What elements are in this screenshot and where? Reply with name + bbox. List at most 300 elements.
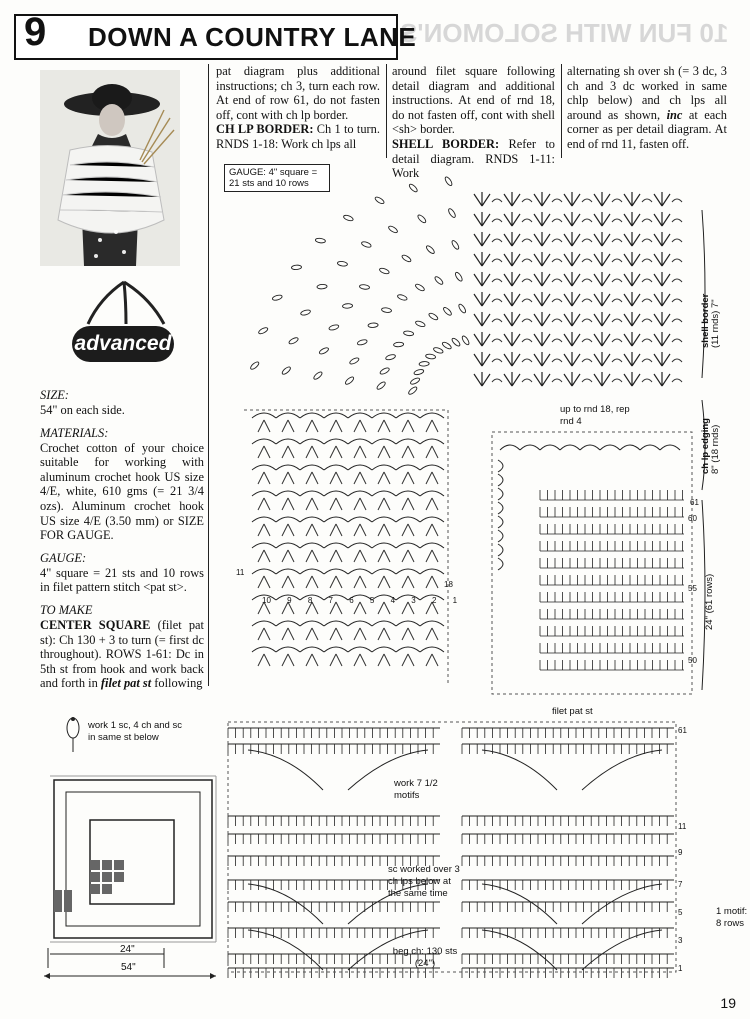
stitch-symbol xyxy=(258,420,270,432)
stitch-symbol xyxy=(522,319,532,322)
stitch-symbol xyxy=(306,524,318,536)
stitch-symbol xyxy=(612,199,622,202)
stitch-symbol xyxy=(552,259,562,262)
stitch-symbol xyxy=(420,517,444,522)
stitch-symbol xyxy=(300,413,324,418)
stitch-symbol xyxy=(357,339,368,346)
stitch-symbol xyxy=(504,352,520,366)
stitch-symbol xyxy=(534,212,550,226)
stitch-symbol xyxy=(252,569,276,574)
stitch-symbol xyxy=(582,279,592,282)
stitch-symbol xyxy=(522,279,532,282)
stitch-symbol xyxy=(624,312,640,326)
stitch-symbol xyxy=(282,654,294,666)
stitch-symbol xyxy=(672,279,682,282)
gauge-heading: GAUGE: xyxy=(40,550,87,565)
shell-border-sub: (11 rnds) 7" xyxy=(710,299,721,348)
stitch-symbol xyxy=(624,272,640,286)
stitch-symbol xyxy=(492,259,502,262)
stitch-symbol xyxy=(300,569,324,574)
low-row-7: 7 xyxy=(678,880,683,889)
page-title: DOWN A COUNTRY LANE xyxy=(88,22,417,52)
picot-symbol-icon xyxy=(64,714,82,759)
picot-note: work 1 sc, 4 ch and sc in same st below xyxy=(88,720,182,743)
stitch-symbol xyxy=(498,544,503,556)
stitch-symbol xyxy=(354,472,366,484)
stitch-symbol xyxy=(594,252,610,266)
stitch-symbol xyxy=(348,621,372,626)
stitch-symbol xyxy=(354,576,366,588)
stitch-symbol xyxy=(474,252,490,266)
stitch-symbol xyxy=(504,292,520,306)
stitch-symbol xyxy=(534,252,550,266)
stitch-symbol xyxy=(348,491,372,496)
stitch-symbol xyxy=(396,439,420,444)
stitch-symbol xyxy=(372,621,396,626)
stitch-symbol xyxy=(492,199,502,202)
stitch-symbol xyxy=(291,265,301,270)
stitch-symbol xyxy=(258,524,270,536)
stitch-symbol xyxy=(492,339,502,342)
stitch-symbol xyxy=(492,219,502,222)
stitch-symbol xyxy=(433,347,444,355)
stitch-symbol xyxy=(282,446,294,458)
stitch-symbol xyxy=(396,517,420,522)
stitch-symbol xyxy=(426,576,438,588)
stitch-symbol xyxy=(522,359,532,362)
stitch-symbol xyxy=(381,307,392,313)
stitch-symbol xyxy=(672,239,682,242)
stitch-symbol xyxy=(252,491,276,496)
stitch-symbol xyxy=(612,219,622,222)
ghost-header-bleed: 10 FUN WITH SOLOMON'S xyxy=(400,18,729,48)
stitch-symbol xyxy=(498,558,503,570)
stitch-symbol xyxy=(654,352,670,366)
stitch-symbol xyxy=(504,252,520,266)
stitch-symbol xyxy=(612,259,622,262)
stitch-symbol xyxy=(441,341,452,350)
stitch-symbol xyxy=(552,279,562,282)
stitch-symbol xyxy=(354,550,366,562)
stitch-symbol xyxy=(252,647,276,652)
stitch-symbol xyxy=(354,628,366,640)
stitch-symbol xyxy=(564,292,580,306)
stitch-symbol xyxy=(672,299,682,302)
stitch-symbol xyxy=(564,252,580,266)
stitch-symbol xyxy=(330,498,342,510)
pattern-info xyxy=(40,388,204,691)
stitch-symbol xyxy=(582,379,592,382)
stitch-symbol xyxy=(425,245,435,255)
stitch-symbol xyxy=(654,252,670,266)
stitch-symbol xyxy=(642,359,652,362)
stitch-symbol xyxy=(354,524,366,536)
stitch-symbol xyxy=(343,214,354,222)
stitch-symbol xyxy=(420,647,444,652)
stitch-symbol xyxy=(282,628,294,640)
stitch-symbol xyxy=(276,413,300,418)
stitch-symbol xyxy=(672,259,682,262)
stitch-symbol xyxy=(426,472,438,484)
stitch-symbol xyxy=(281,366,291,376)
stitch-symbol xyxy=(594,192,610,206)
stitch-symbol xyxy=(249,361,259,371)
stitch-symbol xyxy=(379,267,390,275)
stitch-symbol xyxy=(461,335,470,346)
stitch-symbol xyxy=(348,439,372,444)
stitch-symbol xyxy=(402,550,414,562)
stitch-symbol xyxy=(672,219,682,222)
stitch-symbol xyxy=(654,292,670,306)
stitch-symbol xyxy=(458,303,467,314)
stitch-symbol xyxy=(442,306,452,316)
stitch-symbol xyxy=(420,569,444,574)
stitch-symbol xyxy=(306,576,318,588)
stitch-symbol xyxy=(654,332,670,346)
stitch-symbol xyxy=(642,219,652,222)
stitch-symbol xyxy=(258,550,270,562)
stitch-symbol xyxy=(306,550,318,562)
stitch-symbol xyxy=(407,386,417,396)
stitch-symbol xyxy=(672,379,682,382)
stitch-symbol xyxy=(420,439,444,444)
stitch-symbol xyxy=(376,381,386,391)
stitch-symbol xyxy=(337,261,348,267)
stitch-symbol xyxy=(451,337,461,347)
stitch-symbol xyxy=(282,524,294,536)
stitch-symbol xyxy=(492,432,692,694)
stitch-symbol xyxy=(372,569,396,574)
stitch-symbol xyxy=(300,309,311,316)
stitch-symbol xyxy=(354,498,366,510)
stitch-symbol xyxy=(258,576,270,588)
stitch-symbol xyxy=(582,239,592,242)
stitch-symbol xyxy=(504,312,520,326)
to-make-text: CENTER SQUARE (filet pat st): Ch 130 + 3 to turn (= first dc throughout). ROWS 1-61: Dc in 5th st from hook and work back and forth in filet pat st following xyxy=(40,617,204,691)
shell-border-diagram xyxy=(222,160,712,705)
low-row-5: 5 xyxy=(678,908,683,917)
stitch-symbol xyxy=(276,543,300,548)
stitch-symbol xyxy=(594,332,610,346)
stitch-symbol xyxy=(447,208,456,219)
stitch-symbol xyxy=(402,628,414,640)
stitch-symbol xyxy=(402,472,414,484)
shawl-schematic xyxy=(40,772,220,1017)
stitch-symbol xyxy=(426,550,438,562)
stitch-symbol xyxy=(620,445,640,450)
stitch-symbol xyxy=(330,420,342,432)
stitch-symbol xyxy=(444,176,453,187)
stitch-symbol xyxy=(378,446,390,458)
stitch-symbol xyxy=(504,192,520,206)
stitch-symbol xyxy=(258,446,270,458)
stitch-symbol xyxy=(534,312,550,326)
stitch-symbol xyxy=(654,212,670,226)
stitch-symbol xyxy=(354,420,366,432)
stitch-symbol xyxy=(624,232,640,246)
stitch-symbol xyxy=(372,413,396,418)
stitch-symbol xyxy=(402,498,414,510)
stitch-symbol xyxy=(420,465,444,470)
low-row-1: 1 xyxy=(678,964,683,973)
stitch-symbol xyxy=(594,212,610,226)
stitch-symbol xyxy=(272,294,283,301)
stitch-symbol xyxy=(330,654,342,666)
stitch-symbol xyxy=(642,259,652,262)
stitch-symbol xyxy=(474,312,490,326)
stitch-symbol xyxy=(330,446,342,458)
ch-lp-edging-sub: 8" (18 rnds) xyxy=(710,424,721,474)
stitch-symbol xyxy=(378,472,390,484)
stitch-symbol xyxy=(276,465,300,470)
stitch-symbol xyxy=(402,524,414,536)
stitch-symbol xyxy=(580,445,600,450)
stitch-symbol xyxy=(276,621,300,626)
stitch-symbol xyxy=(564,192,580,206)
stitch-symbol xyxy=(642,299,652,302)
stitch-symbol xyxy=(672,319,682,322)
stitch-symbol xyxy=(660,445,680,450)
stitch-symbol xyxy=(582,319,592,322)
stitch-symbol xyxy=(534,352,550,366)
stitch-symbol xyxy=(482,750,662,790)
stitch-symbol xyxy=(426,498,438,510)
stitch-symbol xyxy=(258,498,270,510)
stitch-symbol xyxy=(594,232,610,246)
stitch-symbol xyxy=(374,196,385,205)
stitch-symbol xyxy=(534,192,550,206)
stitch-symbol xyxy=(482,930,662,970)
stitch-symbol xyxy=(582,219,592,222)
stitch-symbol xyxy=(372,517,396,522)
stitch-symbol xyxy=(324,621,348,626)
one-motif-note: 1 motif: 8 rows xyxy=(716,906,748,929)
stitch-symbol xyxy=(324,543,348,548)
stitch-symbol xyxy=(582,339,592,342)
schematic-dim-54: 54" xyxy=(118,962,139,973)
column-rule xyxy=(386,64,387,158)
stitch-symbol xyxy=(306,498,318,510)
stitch-symbol xyxy=(417,214,427,224)
stitch-symbol xyxy=(552,299,562,302)
stitch-symbol xyxy=(642,319,652,322)
instructions-col3: alternating sh over sh (= 3 dc, 3 ch and 3 dc worked in same chlp below) and ch lps all around as shown, inc at each corner as per detail diagram. At end of rnd 11, fasten off. xyxy=(567,64,727,151)
stitch-symbol xyxy=(612,359,622,362)
stitch-symbol xyxy=(324,517,348,522)
stitch-symbol xyxy=(672,339,682,342)
stitch-symbol xyxy=(504,332,520,346)
stitch-symbol xyxy=(378,550,390,562)
stitch-symbol xyxy=(282,550,294,562)
stitch-symbol xyxy=(354,446,366,458)
stitch-symbol xyxy=(306,628,318,640)
stitch-symbol xyxy=(252,621,276,626)
stitch-symbol xyxy=(252,517,276,522)
stitch-symbol xyxy=(402,420,414,432)
stitch-symbol xyxy=(378,420,390,432)
stitch-symbol xyxy=(306,654,318,666)
stitch-symbol xyxy=(348,647,372,652)
sc-worked-note: sc worked over 3 ch lps below at the same time xyxy=(388,864,460,899)
stitch-symbol xyxy=(324,439,348,444)
stitch-symbol xyxy=(413,369,424,376)
stitch-symbol xyxy=(522,339,532,342)
stitch-symbol xyxy=(612,319,622,322)
stitch-symbol xyxy=(276,647,300,652)
stitch-symbol xyxy=(306,446,318,458)
stitch-symbol xyxy=(313,371,323,381)
stitch-symbol xyxy=(282,420,294,432)
stitch-symbol xyxy=(396,413,420,418)
stitch-symbol xyxy=(594,372,610,386)
stitch-symbol xyxy=(642,379,652,382)
stitch-symbol xyxy=(474,272,490,286)
instructions-col2: around filet square following detail diagram and additional instructions. At end of rnd 18, do not fasten off, cont with shell <sh> border. SHELL BORDER: Refer to detail diagram. RNDS 1-11: Work xyxy=(392,64,555,181)
stitch-symbol xyxy=(426,628,438,640)
stitch-symbol xyxy=(600,445,620,450)
stitch-symbol xyxy=(654,232,670,246)
stitch-symbol xyxy=(654,312,670,326)
stitch-symbol xyxy=(276,517,300,522)
gauge-box: GAUGE: 4" square = 21 sts and 10 rows xyxy=(224,164,330,192)
stitch-symbol xyxy=(564,352,580,366)
stitch-symbol xyxy=(276,491,300,496)
stitch-symbol xyxy=(582,359,592,362)
stitch-symbol xyxy=(330,524,342,536)
stitch-symbol xyxy=(408,183,418,193)
stitch-symbol xyxy=(393,342,403,347)
stitch-symbol xyxy=(378,576,390,588)
stitch-symbol xyxy=(410,377,421,386)
stitch-symbol xyxy=(324,491,348,496)
stitch-symbol xyxy=(582,299,592,302)
stitch-symbol xyxy=(428,312,439,321)
stitch-symbol xyxy=(282,472,294,484)
materials-text: Crochet cotton of your choice suitable for working with aluminum crochet hook US size 4/E, white, 610 gms (= 21 3/4 ozs). Aluminum crochet hook US size 4/E (3.50 mm) or SIZE FOR GAUGE. xyxy=(40,440,204,543)
stitch-symbol xyxy=(624,292,640,306)
stitch-symbol xyxy=(492,379,502,382)
instructions-col1: pat diagram plus additional instructions; ch 3, turn each row. At end of row 61, do not fasten off, cont with ch lp border. CH LP BORDER: Ch 1 to turn. RNDS 1-18: Work ch lps all xyxy=(216,64,380,151)
page-number: 19 xyxy=(720,995,736,1011)
stitch-symbol xyxy=(474,372,490,386)
materials-heading: MATERIALS: xyxy=(40,425,109,440)
stitch-symbol xyxy=(315,238,326,244)
stitch-symbol xyxy=(300,621,324,626)
stitch-symbol xyxy=(324,465,348,470)
stitch-symbol xyxy=(419,361,429,366)
stitch-symbol xyxy=(379,367,390,376)
stitch-symbol xyxy=(522,379,532,382)
stitch-symbol xyxy=(564,332,580,346)
stitch-symbol xyxy=(401,254,412,263)
stitch-symbol xyxy=(594,352,610,366)
column-rule xyxy=(208,64,209,686)
rnd-18: 18 xyxy=(444,580,453,589)
stitch-symbol xyxy=(642,199,652,202)
stitch-symbol xyxy=(552,339,562,342)
stitch-symbol xyxy=(624,192,640,206)
stitch-symbol xyxy=(474,212,490,226)
gauge-text: 4" square = 21 sts and 10 rows in filet pattern stitch <pat st>. xyxy=(40,565,204,595)
stitch-symbol xyxy=(552,219,562,222)
stitch-symbol xyxy=(396,465,420,470)
stitch-symbol xyxy=(504,232,520,246)
stitch-symbol xyxy=(378,524,390,536)
stitch-symbol xyxy=(420,543,444,548)
stitch-symbol xyxy=(328,324,339,331)
stitch-symbol xyxy=(492,319,502,322)
stitch-symbol xyxy=(415,283,426,292)
stitch-symbol xyxy=(348,543,372,548)
stitch-symbol xyxy=(348,517,372,522)
stitch-symbol xyxy=(402,654,414,666)
stitch-symbol xyxy=(534,232,550,246)
stitch-numbers: 10 9 8 7 6 5 4 3 2 1 xyxy=(262,596,458,605)
stitch-symbol xyxy=(654,372,670,386)
row-50: 50 xyxy=(688,656,697,665)
stitch-symbol xyxy=(348,569,372,574)
size-61-rows-label: 24" (61 rows) xyxy=(704,573,715,630)
stitch-symbol xyxy=(330,628,342,640)
stitch-symbol xyxy=(318,347,329,356)
stitch-symbol xyxy=(300,465,324,470)
stitch-symbol xyxy=(451,240,460,251)
stitch-symbol xyxy=(498,474,503,486)
stitch-symbol xyxy=(672,199,682,202)
stitch-symbol xyxy=(426,446,438,458)
stitch-symbol xyxy=(425,354,436,360)
ch-lp-edging-label: ch lp edging xyxy=(700,418,711,474)
stitch-symbol xyxy=(504,272,520,286)
stitch-symbol xyxy=(252,439,276,444)
difficulty-badge: advanced xyxy=(72,326,174,362)
stitch-symbol xyxy=(396,647,420,652)
stitch-symbol xyxy=(582,259,592,262)
stitch-symbol xyxy=(300,517,324,522)
stitch-symbol xyxy=(492,279,502,282)
stitch-symbol xyxy=(324,569,348,574)
stitch-symbol xyxy=(258,472,270,484)
stitch-symbol xyxy=(504,372,520,386)
stitch-symbol xyxy=(306,420,318,432)
stitch-symbol xyxy=(349,357,360,366)
stitch-symbol xyxy=(420,491,444,496)
stitch-symbol xyxy=(594,292,610,306)
stitch-symbol xyxy=(640,445,660,450)
to-make-heading: TO MAKE xyxy=(40,602,93,617)
low-row-9: 9 xyxy=(678,848,683,857)
stitch-symbol xyxy=(522,219,532,222)
work-motifs-note: work 7 1/2 motifs xyxy=(394,778,438,801)
stitch-symbol xyxy=(498,460,503,472)
stitch-symbol xyxy=(552,379,562,382)
stitch-symbol xyxy=(498,516,503,528)
stitch-symbol xyxy=(522,299,532,302)
stitch-symbol xyxy=(612,379,622,382)
stitch-symbol xyxy=(612,279,622,282)
stitch-symbol xyxy=(385,354,396,361)
stitch-symbol xyxy=(396,491,420,496)
stitch-symbol xyxy=(492,359,502,362)
stitch-symbol xyxy=(522,199,532,202)
stitch-symbol xyxy=(564,212,580,226)
stitch-symbol xyxy=(612,239,622,242)
stitch-symbol xyxy=(372,439,396,444)
stitch-symbol xyxy=(396,543,420,548)
stitch-symbol xyxy=(474,232,490,246)
stitch-symbol xyxy=(474,332,490,346)
stitch-symbol xyxy=(654,272,670,286)
